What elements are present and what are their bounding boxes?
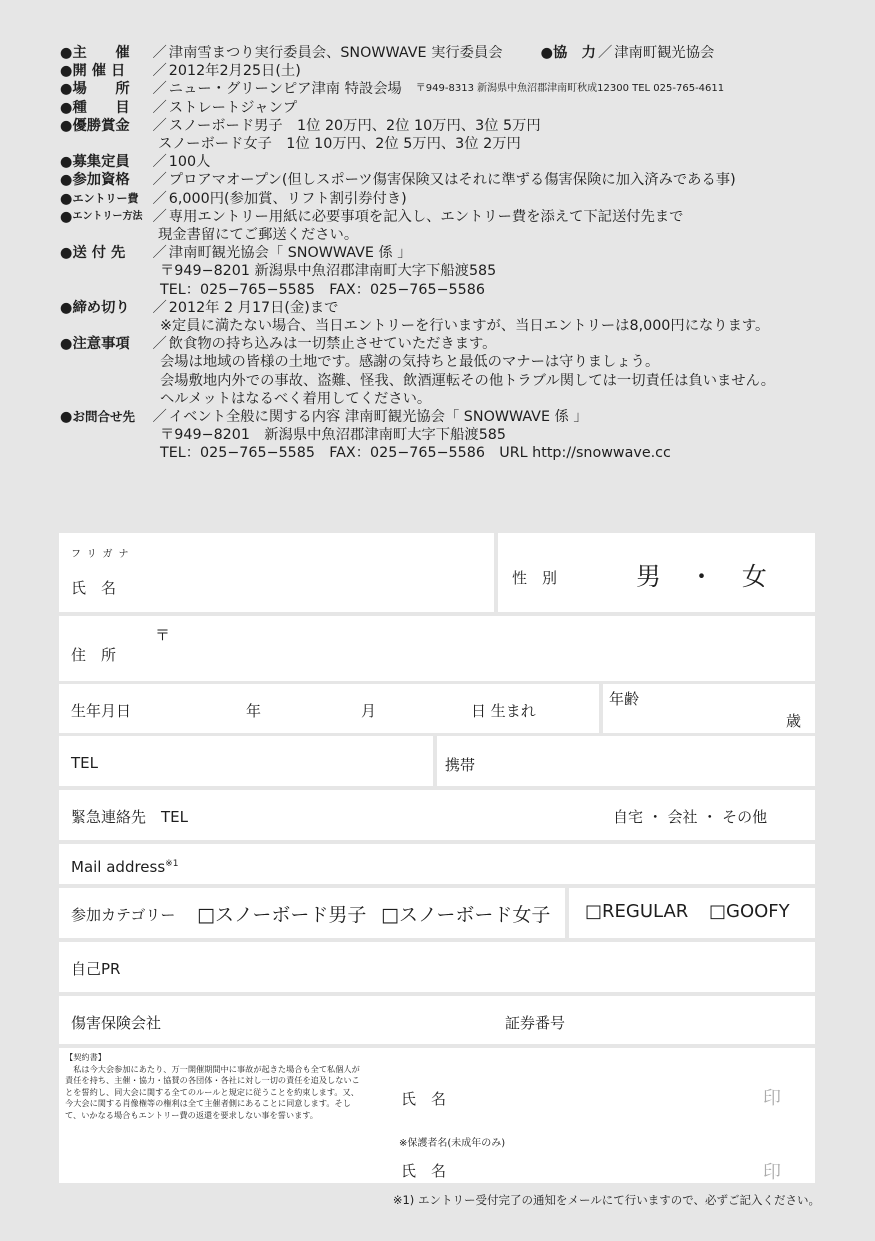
stance-goofy-checkbox[interactable]: □GOOFY bbox=[709, 901, 790, 922]
seal-mark: 印 bbox=[763, 1088, 781, 1109]
address-label: 住 所 bbox=[71, 646, 117, 664]
info-sendto: ● 送 付 先 ／ 津南町観光協会「 SNOWWAVE 係 」 bbox=[60, 245, 412, 262]
day-label: 日 生まれ bbox=[471, 702, 536, 720]
info-notes-line: 会場は地域の皆様の土地です。感謝の気持ちと最低のマナーは守りましょう。 bbox=[160, 354, 660, 371]
guardian-seal-mark: 印 bbox=[763, 1162, 781, 1183]
info-eligibility: ● 参加資格 ／ プロアマオープン(但しスポーツ傷害保険又はそれに準ずる傷害保険に加入済みである事) bbox=[60, 172, 736, 189]
gender-field[interactable] bbox=[498, 533, 815, 612]
name-field[interactable] bbox=[59, 533, 494, 612]
month-label: 月 bbox=[361, 702, 377, 720]
pr-field[interactable] bbox=[59, 942, 815, 992]
info-contact-line3: TEL：025−765−5585 FAX：025−765−5586 URL http://snowwave.cc bbox=[160, 445, 671, 462]
contract-section bbox=[59, 1048, 815, 1183]
guardian-note: ※保護者名(未成年のみ) bbox=[399, 1138, 506, 1149]
info-sendto-line3: TEL：025−765−5585 FAX：025−765−5586 bbox=[160, 281, 485, 298]
year-label: 年 bbox=[246, 702, 262, 720]
info-deadline: ● 締め切り ／ 2012年 2 月17日(金)まで bbox=[60, 299, 339, 316]
mail-note-mark: ※1 bbox=[165, 859, 179, 869]
category-women-checkbox[interactable]: □スノーボード女子 bbox=[381, 904, 551, 926]
emergency-field[interactable] bbox=[59, 790, 815, 840]
mail-label bbox=[71, 858, 178, 876]
info-contact: ● お問合せ先 ／ イベント全般に関する内容 津南町観光協会「 SNOWWAVE 係 」 bbox=[60, 409, 588, 426]
mail-label-text: Mail address bbox=[71, 858, 166, 876]
birthdate-label: 生年月日 bbox=[71, 702, 132, 720]
info-host: ● 主 催 ／ 津南雪まつり実行委員会、SNOWWAVE 実行委員会 ●協 力 ／ 津南町観光協会 bbox=[60, 45, 715, 61]
gender-label: 性 別 bbox=[512, 569, 558, 587]
mobile-label: 携帯 bbox=[445, 756, 476, 774]
emergency-options[interactable]: 自宅 ・ 会社 ・ その他 bbox=[613, 808, 768, 826]
info-method-line2: 現金書留にてご郵送ください。 bbox=[158, 227, 359, 244]
info-method: ● エントリー方法 ／ 専用エントリー用紙に必要事項を記入し、エントリー費を添えて下記送付先まで bbox=[60, 208, 684, 225]
info-sendto-line2: 〒949−8201 新潟県中魚沼郡津南町大字下船渡585 bbox=[160, 263, 497, 280]
info-venue: ● 場 所 ／ ニュー・グリーンピア津南 特設会場 〒949-8313 新潟県中魚沼郡津南町秋成12300 TEL 025-765-4611 bbox=[60, 81, 725, 98]
info-fee: ● エントリー費 ／ 6,000円(参加賞、リフト割引券付き) bbox=[60, 190, 407, 207]
signature-name-label: 氏 名 bbox=[401, 1090, 447, 1108]
info-notes-line: 会場敷地内外での事故、盗難、怪我、飲酒運転その他トラブル関しては一切責任は負いません。 bbox=[160, 372, 776, 389]
category-field bbox=[59, 888, 565, 938]
info-event: ● 種 目 ／ ストレートジャンプ bbox=[60, 99, 298, 116]
info-prize: ● 優勝賞金 ／ スノーボード男子 1位 20万円、2位 10万円、3位 5万円 bbox=[60, 117, 541, 134]
event-info bbox=[60, 44, 840, 463]
tel-label: TEL bbox=[71, 754, 98, 772]
contract-body: 私は今大会参加にあたり、万一開催期間中に事故が起きた場合も全て私個人が責任を持ち、主催・協力・協賛の各団体・各社に対し一切の責任を追及しないことを誓約し、同大会に関する全てのルールと規定に従うことを約束します。又、今大会に関する肖像権等の権利は全て主催者側にあることに同意します。そして、いかなる場合もエントリー費の返還を要求しない事を誓います。 bbox=[65, 1063, 360, 1120]
info-deadline-note: ※定員に満たない場合、当日エントリーを行いますが、当日エントリーは8,000円になります。 bbox=[160, 318, 770, 335]
mail-field[interactable] bbox=[59, 844, 815, 884]
insurance-label: 傷害保険会社 bbox=[71, 1014, 162, 1032]
insurance-field[interactable] bbox=[59, 996, 815, 1044]
contract-title: 【契約書】 bbox=[65, 1052, 106, 1062]
stance-regular-checkbox[interactable]: □REGULAR bbox=[585, 901, 689, 922]
contract-text bbox=[65, 1052, 365, 1122]
footnote: ※1) エントリー受付完了の通知をメールにて行いますので、必ずご記入ください。 bbox=[392, 1193, 820, 1207]
birthdate-field[interactable] bbox=[59, 684, 599, 733]
category-label: 参加カテゴリー bbox=[71, 906, 176, 924]
age-field[interactable] bbox=[603, 684, 815, 733]
pr-label: 自己PR bbox=[71, 960, 121, 978]
furigana-label: フリガナ bbox=[71, 549, 135, 560]
info-date: ● 開 催 日 ／ 2012年2月25日(土) bbox=[60, 63, 301, 80]
stance-field bbox=[569, 888, 815, 938]
info-contact-line2: 〒949−8201 新潟県中魚沼郡津南町大字下船渡585 bbox=[160, 427, 506, 444]
postal-mark: 〒 bbox=[155, 626, 171, 644]
guardian-name-label: 氏 名 bbox=[401, 1162, 447, 1180]
emergency-label: 緊急連絡先 TEL bbox=[71, 808, 188, 826]
policy-number-label: 証券番号 bbox=[505, 1014, 566, 1032]
category-men-checkbox[interactable]: □スノーボード男子 bbox=[197, 904, 367, 926]
info-notes: ● 注意事項 ／ 飲食物の持ち込みは一切禁止させていただきます。 bbox=[60, 336, 497, 353]
info-notes-line: ヘルメットはなるべく着用してください。 bbox=[160, 390, 432, 407]
info-prize-women: スノーボード女子 1位 10万円、2位 5万円、3位 2万円 bbox=[158, 136, 521, 153]
mobile-field[interactable] bbox=[437, 736, 815, 786]
tel-field[interactable] bbox=[59, 736, 433, 786]
entry-form bbox=[59, 533, 815, 1183]
name-label: 氏 名 bbox=[71, 579, 117, 597]
info-capacity: ● 募集定員 ／ 100人 bbox=[60, 154, 211, 171]
address-field[interactable] bbox=[59, 616, 815, 681]
gender-options[interactable]: 男 ・ 女 bbox=[636, 562, 777, 591]
age-unit: 歳 bbox=[785, 712, 801, 730]
age-label: 年齢 bbox=[609, 690, 640, 708]
